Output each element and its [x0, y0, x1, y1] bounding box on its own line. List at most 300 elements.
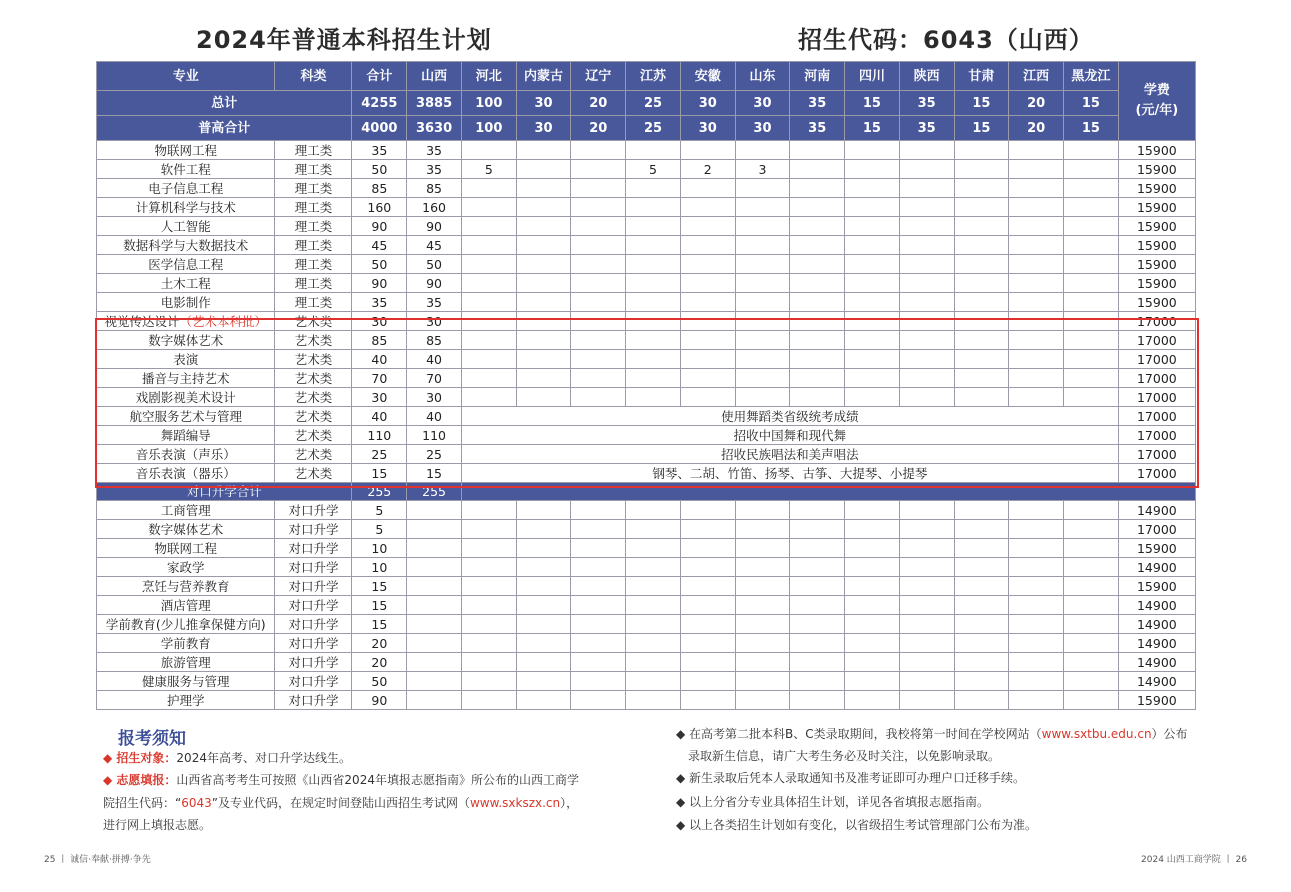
province-cell	[516, 672, 571, 691]
province-cell	[899, 558, 954, 577]
province-cell	[954, 198, 1009, 217]
province-cell	[954, 293, 1009, 312]
note-fill-line2: 院招生代码：“6043”及专业代码，在规定时间登陆山西招生考试网（www.sxkszx.cn），	[103, 796, 579, 810]
note-right-1b: 录取新生信息，请广大考生务必及时关注，以免影响录取。	[688, 749, 1001, 763]
province-cell	[407, 501, 462, 520]
summary-label: 总计	[97, 91, 352, 116]
summary-value: 20	[571, 116, 626, 141]
province-cell	[954, 615, 1009, 634]
province-cell	[1009, 331, 1064, 350]
notes-title: 报考须知	[118, 729, 186, 749]
province-cell	[790, 520, 845, 539]
tuition-cell: 15900	[1118, 179, 1195, 198]
province-cell	[626, 577, 681, 596]
province-cell	[680, 179, 735, 198]
province-cell: 35	[407, 293, 462, 312]
province-cell	[899, 350, 954, 369]
province-cell	[899, 293, 954, 312]
province-cell: 5	[461, 160, 516, 179]
header-major: 专业	[97, 62, 275, 91]
province-cell	[680, 331, 735, 350]
major-cell	[97, 217, 275, 236]
province-cell	[461, 141, 516, 160]
province-cell	[954, 691, 1009, 710]
province-cell	[735, 293, 790, 312]
category-cell: 对口升学	[275, 691, 352, 710]
province-cell	[1064, 331, 1119, 350]
summary-value: 30	[735, 116, 790, 141]
province-cell	[790, 236, 845, 255]
table-row	[97, 634, 1196, 653]
province-cell	[461, 255, 516, 274]
province-cell	[680, 274, 735, 293]
total-cell: 110	[352, 426, 407, 445]
major-cell	[97, 464, 275, 483]
header-province: 甘肃	[954, 62, 1009, 91]
major-name: 舞蹈编导	[160, 427, 211, 443]
province-cell	[680, 520, 735, 539]
province-cell	[626, 691, 681, 710]
province-cell	[954, 236, 1009, 255]
category-cell: 对口升学	[275, 672, 352, 691]
total-cell: 10	[352, 558, 407, 577]
province-cell	[1009, 179, 1064, 198]
tuition-cell: 17000	[1118, 445, 1195, 464]
header-province: 辽宁	[571, 62, 626, 91]
province-cell	[899, 198, 954, 217]
header-tuition: 学费 (元/年)	[1118, 62, 1195, 141]
table-row	[97, 672, 1196, 691]
province-cell	[899, 331, 954, 350]
province-cell	[735, 369, 790, 388]
table-row	[97, 577, 1196, 596]
province-cell	[516, 141, 571, 160]
province-cell	[516, 331, 571, 350]
province-cell	[680, 596, 735, 615]
total-cell: 35	[352, 141, 407, 160]
table-row	[97, 160, 1196, 179]
province-cell	[680, 388, 735, 407]
total-cell: 15	[352, 577, 407, 596]
table-row	[97, 255, 1196, 274]
major-cell	[97, 236, 275, 255]
total-cell: 15	[352, 615, 407, 634]
note-fill-line1: ◆ 志愿填报：山西省高考考生可按照《山西省2024年填报志愿指南》所公布的山西工商学	[103, 773, 579, 787]
province-cell	[516, 577, 571, 596]
province-cell	[735, 331, 790, 350]
province-cell	[954, 558, 1009, 577]
province-cell	[845, 577, 900, 596]
province-cell	[954, 596, 1009, 615]
province-cell	[571, 179, 626, 198]
province-cell	[571, 577, 626, 596]
province-cell	[735, 577, 790, 596]
major-cell: 酒店管理	[97, 596, 275, 615]
province-cell	[1009, 501, 1064, 520]
province-cell	[790, 293, 845, 312]
province-cell	[790, 179, 845, 198]
province-cell	[1064, 691, 1119, 710]
table-row	[97, 217, 1196, 236]
note-right-1: ◆ 在高考第二批本科B、C类录取期间，我校将第一时间在学校网站（www.sxtbu.edu.cn）公布	[676, 727, 1188, 741]
tuition-cell: 15900	[1118, 293, 1195, 312]
tuition-cell: 15900	[1118, 274, 1195, 293]
province-cell	[790, 369, 845, 388]
category-cell: 理工类	[275, 255, 352, 274]
province-cell	[954, 179, 1009, 198]
table-row	[97, 236, 1196, 255]
major-name: 物联网工程	[154, 142, 217, 158]
province-cell	[626, 388, 681, 407]
tuition-cell: 17000	[1118, 331, 1195, 350]
province-cell: 45	[407, 236, 462, 255]
major-cell: 学前教育	[97, 634, 275, 653]
category-cell: 理工类	[275, 293, 352, 312]
province-cell	[1009, 312, 1064, 331]
tuition-cell: 17000	[1118, 369, 1195, 388]
major-name: 数字媒体艺术	[148, 332, 224, 348]
province-cell	[571, 501, 626, 520]
major-cell	[97, 255, 275, 274]
category-cell: 对口升学	[275, 653, 352, 672]
province-cell	[571, 255, 626, 274]
total-cell: 5	[352, 520, 407, 539]
province-cell	[954, 520, 1009, 539]
total-cell: 5	[352, 501, 407, 520]
tuition-cell: 17000	[1118, 350, 1195, 369]
major-name: 航空服务艺术与管理	[129, 408, 242, 424]
major-cell: 旅游管理	[97, 653, 275, 672]
category-cell: 艺术类	[275, 350, 352, 369]
province-cell	[954, 255, 1009, 274]
province-cell	[899, 141, 954, 160]
province-cell: 50	[407, 255, 462, 274]
total-cell: 40	[352, 407, 407, 426]
tuition-cell: 17000	[1118, 312, 1195, 331]
category-cell: 理工类	[275, 236, 352, 255]
province-cell	[1009, 520, 1064, 539]
province-cell	[790, 615, 845, 634]
province-cell	[461, 691, 516, 710]
province-cell	[790, 350, 845, 369]
province-cell	[954, 350, 1009, 369]
province-cell	[899, 274, 954, 293]
province-cell	[954, 369, 1009, 388]
tuition-cell: 15900	[1118, 691, 1195, 710]
major-cell	[97, 426, 275, 445]
province-cell	[790, 312, 845, 331]
province-cell	[790, 539, 845, 558]
province-cell	[461, 198, 516, 217]
major-cell	[97, 293, 275, 312]
province-cell	[626, 501, 681, 520]
province-cell: 90	[407, 274, 462, 293]
major-name: 土木工程	[160, 275, 211, 291]
tuition-cell: 14900	[1118, 672, 1195, 691]
province-cell	[954, 141, 1009, 160]
province-cell	[735, 198, 790, 217]
tuition-cell: 15900	[1118, 236, 1195, 255]
province-cell	[680, 369, 735, 388]
category-cell: 对口升学	[275, 539, 352, 558]
table-row	[97, 179, 1196, 198]
province-cell	[735, 672, 790, 691]
province-cell	[790, 691, 845, 710]
total-cell: 25	[352, 445, 407, 464]
province-cell	[1009, 217, 1064, 236]
province-cell	[571, 558, 626, 577]
major-cell: 家政学	[97, 558, 275, 577]
header-category: 科类	[275, 62, 352, 91]
major-name: 播音与主持艺术	[141, 370, 230, 386]
province-cell	[899, 369, 954, 388]
province-cell: 3	[735, 160, 790, 179]
category-cell: 艺术类	[275, 388, 352, 407]
category-cell: 艺术类	[275, 407, 352, 426]
province-cell	[461, 179, 516, 198]
note-right-3: ◆ 以上分省分专业具体招生计划，详见各省填报志愿指南。	[676, 795, 990, 809]
total-cell: 15	[352, 596, 407, 615]
table-row	[97, 501, 1196, 520]
total-cell: 90	[352, 274, 407, 293]
category-cell: 对口升学	[275, 596, 352, 615]
summary-value: 20	[1009, 91, 1064, 116]
province-cell	[735, 596, 790, 615]
province-cell	[516, 539, 571, 558]
province-cell	[845, 558, 900, 577]
table-row	[97, 388, 1196, 407]
province-cell	[626, 312, 681, 331]
dk-summary-total: 255	[352, 483, 407, 501]
province-cell	[1009, 653, 1064, 672]
dk-summary-filler	[461, 483, 1195, 501]
province-cell	[954, 312, 1009, 331]
province-cell	[571, 293, 626, 312]
major-cell	[97, 198, 275, 217]
province-cell	[735, 141, 790, 160]
province-cell	[461, 672, 516, 691]
province-cell: 30	[407, 312, 462, 331]
province-cell	[735, 558, 790, 577]
province-cell	[790, 198, 845, 217]
province-cell	[626, 236, 681, 255]
province-cell	[845, 501, 900, 520]
province-cell	[680, 217, 735, 236]
province-cell	[845, 672, 900, 691]
province-cell	[1064, 615, 1119, 634]
province-cell	[735, 255, 790, 274]
province-cell	[845, 274, 900, 293]
summary-row	[97, 91, 1196, 116]
major-cell	[97, 331, 275, 350]
remark-cell: 招收民族唱法和美声唱法	[461, 445, 1118, 464]
remark-cell: 钢琴、二胡、竹笛、扬琴、古筝、大提琴、小提琴	[461, 464, 1118, 483]
province-cell	[735, 501, 790, 520]
province-cell	[1064, 558, 1119, 577]
tuition-cell: 14900	[1118, 558, 1195, 577]
header-province: 内蒙古	[516, 62, 571, 91]
province-cell	[790, 217, 845, 236]
province-cell	[735, 520, 790, 539]
province-cell	[1009, 615, 1064, 634]
province-cell	[899, 520, 954, 539]
province-cell	[516, 520, 571, 539]
major-cell	[97, 350, 275, 369]
province-cell	[790, 141, 845, 160]
table-row	[97, 141, 1196, 160]
province-cell	[571, 141, 626, 160]
province-cell	[1064, 577, 1119, 596]
tuition-cell: 15900	[1118, 160, 1195, 179]
major-cell	[97, 312, 275, 331]
summary-value: 35	[899, 91, 954, 116]
category-cell: 理工类	[275, 160, 352, 179]
province-cell	[626, 539, 681, 558]
province-cell	[845, 520, 900, 539]
category-cell: 理工类	[275, 141, 352, 160]
province-cell	[1009, 160, 1064, 179]
province-cell: 160	[407, 198, 462, 217]
province-cell	[461, 312, 516, 331]
major-name: 戏剧影视美术设计	[135, 389, 236, 405]
category-cell: 艺术类	[275, 464, 352, 483]
category-cell: 艺术类	[275, 369, 352, 388]
province-cell	[954, 217, 1009, 236]
province-cell	[790, 558, 845, 577]
province-cell	[790, 501, 845, 520]
tuition-cell: 14900	[1118, 634, 1195, 653]
province-cell	[461, 293, 516, 312]
tuition-cell: 17000	[1118, 388, 1195, 407]
province-cell	[1064, 312, 1119, 331]
summary-value: 15	[845, 91, 900, 116]
tuition-cell: 17000	[1118, 464, 1195, 483]
province-cell	[1009, 539, 1064, 558]
category-cell: 艺术类	[275, 426, 352, 445]
province-cell	[1064, 539, 1119, 558]
total-cell: 85	[352, 179, 407, 198]
province-cell	[1009, 691, 1064, 710]
summary-value: 100	[461, 116, 516, 141]
major-name: 表演	[173, 351, 199, 367]
province-cell	[1009, 350, 1064, 369]
province-cell	[461, 217, 516, 236]
summary-value: 100	[461, 91, 516, 116]
tuition-cell: 17000	[1118, 426, 1195, 445]
province-cell	[516, 293, 571, 312]
province-cell	[899, 672, 954, 691]
summary-value: 15	[845, 116, 900, 141]
major-note: （艺术本科批）	[179, 313, 267, 329]
enrollment-code-title: 招生代码：6043（山西）	[798, 26, 1094, 54]
summary-value: 25	[626, 116, 681, 141]
major-cell	[97, 141, 275, 160]
province-cell	[790, 577, 845, 596]
province-cell	[461, 369, 516, 388]
major-cell	[97, 388, 275, 407]
province-cell	[1064, 198, 1119, 217]
province-cell	[954, 672, 1009, 691]
tuition-cell: 17000	[1118, 520, 1195, 539]
province-cell	[680, 236, 735, 255]
province-cell	[571, 388, 626, 407]
table-row	[97, 407, 1196, 426]
province-cell	[516, 369, 571, 388]
province-cell	[516, 217, 571, 236]
province-cell	[626, 331, 681, 350]
province-cell	[735, 634, 790, 653]
category-cell: 理工类	[275, 274, 352, 293]
province-cell	[899, 653, 954, 672]
province-cell	[461, 331, 516, 350]
province-cell	[626, 141, 681, 160]
province-cell	[1064, 236, 1119, 255]
province-cell	[680, 691, 735, 710]
province-cell	[461, 274, 516, 293]
note-target: ◆ 招生对象：2024年高考、对口升学达线生。	[103, 751, 351, 765]
province-cell	[1064, 388, 1119, 407]
category-cell: 对口升学	[275, 558, 352, 577]
province-cell	[1009, 274, 1064, 293]
summary-value: 30	[680, 91, 735, 116]
province-cell	[680, 198, 735, 217]
province-cell	[680, 312, 735, 331]
summary-value: 25	[626, 91, 681, 116]
province-cell	[407, 634, 462, 653]
province-cell	[954, 653, 1009, 672]
category-cell: 艺术类	[275, 331, 352, 350]
province-cell	[1009, 236, 1064, 255]
province-cell	[845, 217, 900, 236]
province-cell: 30	[407, 388, 462, 407]
total-cell: 45	[352, 236, 407, 255]
province-cell	[626, 217, 681, 236]
table-row	[97, 426, 1196, 445]
tuition-cell: 14900	[1118, 653, 1195, 672]
province-cell	[516, 179, 571, 198]
province-cell	[1009, 369, 1064, 388]
province-cell	[735, 691, 790, 710]
table-row	[97, 464, 1196, 483]
province-cell	[735, 539, 790, 558]
province-cell	[571, 634, 626, 653]
province-cell	[571, 331, 626, 350]
major-name: 人工智能	[160, 218, 211, 234]
province-cell	[735, 179, 790, 198]
province-cell	[680, 653, 735, 672]
province-cell	[1064, 501, 1119, 520]
province-cell	[899, 615, 954, 634]
header-province: 江苏	[626, 62, 681, 91]
province-cell	[516, 501, 571, 520]
note-right-2: ◆ 新生录取后凭本人录取通知书及准考证即可办理户口迁移手续。	[676, 771, 1026, 785]
province-cell	[735, 388, 790, 407]
province-cell	[845, 615, 900, 634]
header-province: 黑龙江	[1064, 62, 1119, 91]
province-cell	[735, 653, 790, 672]
province-cell	[626, 596, 681, 615]
major-cell: 健康服务与管理	[97, 672, 275, 691]
province-cell	[571, 274, 626, 293]
province-cell	[516, 312, 571, 331]
province-cell	[899, 634, 954, 653]
table-row	[97, 274, 1196, 293]
category-cell: 理工类	[275, 198, 352, 217]
province-cell	[680, 501, 735, 520]
province-cell	[571, 369, 626, 388]
category-cell: 对口升学	[275, 634, 352, 653]
total-cell: 30	[352, 312, 407, 331]
